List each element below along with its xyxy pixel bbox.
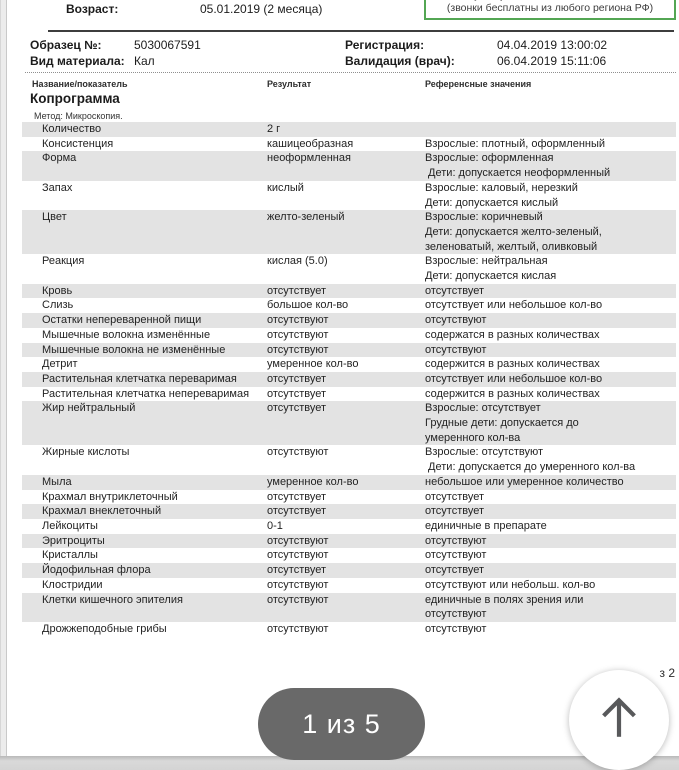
row-name: Кровь [42,284,73,297]
row-name: Кристаллы [42,549,98,562]
row-result: отсутствуют [267,328,329,341]
page-number-fragment: з 2 [659,666,675,680]
table-row [22,151,676,180]
table-row [22,137,676,152]
row-result: кислый [267,181,304,194]
row-reference: отсутствуют [425,549,487,562]
row-name: Мыла [42,475,72,488]
row-reference: содержится в разных количествах [425,358,600,371]
row-result: отсутствует [267,564,327,577]
arrow-up-icon [584,685,654,755]
row-name: Лейкоциты [42,519,98,532]
row-name: Форма [42,152,77,165]
row-result: отсутствует [267,490,327,503]
row-reference: Взрослые: коричневый Дети: допускается желто-зеленый, зеленоватый, желтый, оливковый [425,211,602,253]
row-name: Йодофильная флора [42,564,151,577]
column-header-reference: Референсные значения [425,79,532,89]
row-name: Слизь [42,299,74,312]
table-row [22,313,676,328]
page-indicator-pill [258,688,425,760]
row-result: умеренное кол-во [267,475,359,488]
table-row [22,372,676,387]
age-label: Возраст: [66,2,119,16]
table-row [22,284,676,299]
header-divider [48,30,674,32]
row-reference: Взрослые: плотный, оформленный [425,137,606,150]
table-row [22,298,676,313]
table-row [22,445,676,474]
row-result: отсутствуют [267,314,329,327]
lab-phone-note: (звонки бесплатны из любого региона РФ) [446,2,654,14]
row-result: отсутствуют [267,578,329,591]
row-name: Эритроциты [42,534,105,547]
row-reference: единичные в препарате [425,519,547,532]
row-reference: отсутствуют [425,314,487,327]
table-row [22,504,676,519]
row-reference: Взрослые: нейтральная Дети: допускается кислая [425,255,557,283]
row-result: отсутствуют [267,593,329,606]
table-row [22,563,676,578]
row-name: Мышечные волокна изменённые [42,328,211,341]
page-left-gutter [0,0,7,756]
method-note: Метод: Микроскопия. [34,111,123,121]
table-row [22,593,676,622]
row-result: неоформленная [267,152,351,165]
row-reference: отсутствует или небольшое кол-во [425,372,603,385]
row-reference: отсутствуют [425,622,487,635]
row-reference: Взрослые: каловый, нерезкий Дети: допускается кислый [425,181,578,209]
row-reference: небольшое или умеренное количество [425,475,624,488]
row-name: Мышечные волокна не изменённые [42,343,226,356]
row-result: 2 г [267,123,281,135]
column-header-result: Результат [267,79,312,89]
registration-value: 04.04.2019 13:00:02 [497,38,608,52]
table-row [22,622,676,637]
row-result: кашицеобразная [267,137,354,150]
row-name: Клостридии [42,578,103,591]
table-row [22,548,676,563]
row-name: Остатки непереваренной пищи [42,314,202,327]
row-result: отсутствуют [267,343,329,356]
row-result: большое кол-во [267,299,349,312]
row-result: отсутствует [267,505,327,518]
row-reference: отсутствует или небольшое кол-во [425,299,603,312]
table-row [22,475,676,490]
row-reference: Взрослые: оформленная Дети: допускается неоформленный [425,152,611,180]
row-name: Клетки кишечного эпителия [42,593,183,606]
row-result: отсутствуют [267,622,329,635]
row-reference: отсутствуют [425,534,487,547]
row-name: Жир нейтральный [42,402,136,415]
row-result: отсутствует [267,372,327,385]
row-reference: Взрослые: отсутствует Грудные дети: допускается до умеренного кол-ва [425,402,579,444]
table-row [22,387,676,402]
table-row [22,534,676,549]
column-header-name: Название/показатель [32,79,128,89]
row-result: отсутствует [267,284,327,297]
lab-phone-box [424,0,676,20]
row-reference [425,122,676,137]
row-result: отсутствует [267,402,327,415]
dotted-divider [25,72,676,73]
row-name: Дрожжеподобные грибы [42,622,167,635]
age-value: 05.01.2019 (2 месяца) [200,2,323,16]
row-result: отсутствуют [267,534,329,547]
row-reference: отсутствуют или небольш. кол-во [425,578,596,591]
row-reference: содержатся в разных количествах [425,328,600,341]
registration-label: Регистрация: [345,38,425,52]
validation-value: 06.04.2019 15:11:06 [497,54,607,68]
sample-number-value: 5030067591 [134,38,201,52]
table-row [22,357,676,372]
row-reference: содержится в разных количествах [425,387,600,400]
table-row [22,122,676,137]
table-row [22,181,676,210]
row-name: Жирные кислоты [42,446,130,459]
row-result: отсутствуют [267,446,329,459]
table-row [22,401,676,445]
table-row [22,254,676,283]
row-name: Цвет [42,211,67,224]
section-title: Копрограмма [30,91,120,106]
scroll-to-top-button[interactable] [569,670,669,770]
row-reference: единичные в полях зрения или отсутствуют [425,593,584,621]
table-row [22,328,676,343]
row-name: Растительная клетчатка непереваримая [42,387,250,400]
row-name: Крахмал внутриклеточный [42,490,178,503]
row-reference: отсутствует [425,490,485,503]
row-reference: отсутствует [425,564,485,577]
row-name: Запах [42,181,73,194]
material-label: Вид материала: [30,54,125,68]
row-reference: отсутствует [425,284,485,297]
row-result: 0-1 [267,519,283,532]
row-name: Растительная клетчатка переваримая [42,372,237,385]
page-indicator-label: 1 из 5 [302,708,381,739]
row-result: отсутствуют [267,549,329,562]
row-result: желто-зеленый [267,211,345,224]
row-name: Реакция [42,255,85,268]
table-row [22,519,676,534]
row-result: отсутствует [267,387,327,400]
row-reference: Взрослые: отсутствуют Дети: допускается до умеренного кол-ва [425,446,636,474]
row-name: Количество [42,123,102,135]
row-name: Крахмал внеклеточный [42,505,162,518]
table-row [22,490,676,505]
row-reference: отсутствуют [425,343,487,356]
table-row [22,578,676,593]
row-name: Консистенция [42,137,114,150]
validation-label: Валидация (врач): [345,54,455,68]
material-value: Кал [134,54,155,68]
sample-number-label: Образец №: [30,38,102,52]
table-row [22,210,676,254]
row-result: кислая (5.0) [267,255,328,268]
row-reference: отсутствует [425,505,485,518]
row-result: умеренное кол-во [267,358,359,371]
table-row [22,343,676,358]
results-rows [22,122,676,637]
row-name: Детрит [42,358,78,371]
